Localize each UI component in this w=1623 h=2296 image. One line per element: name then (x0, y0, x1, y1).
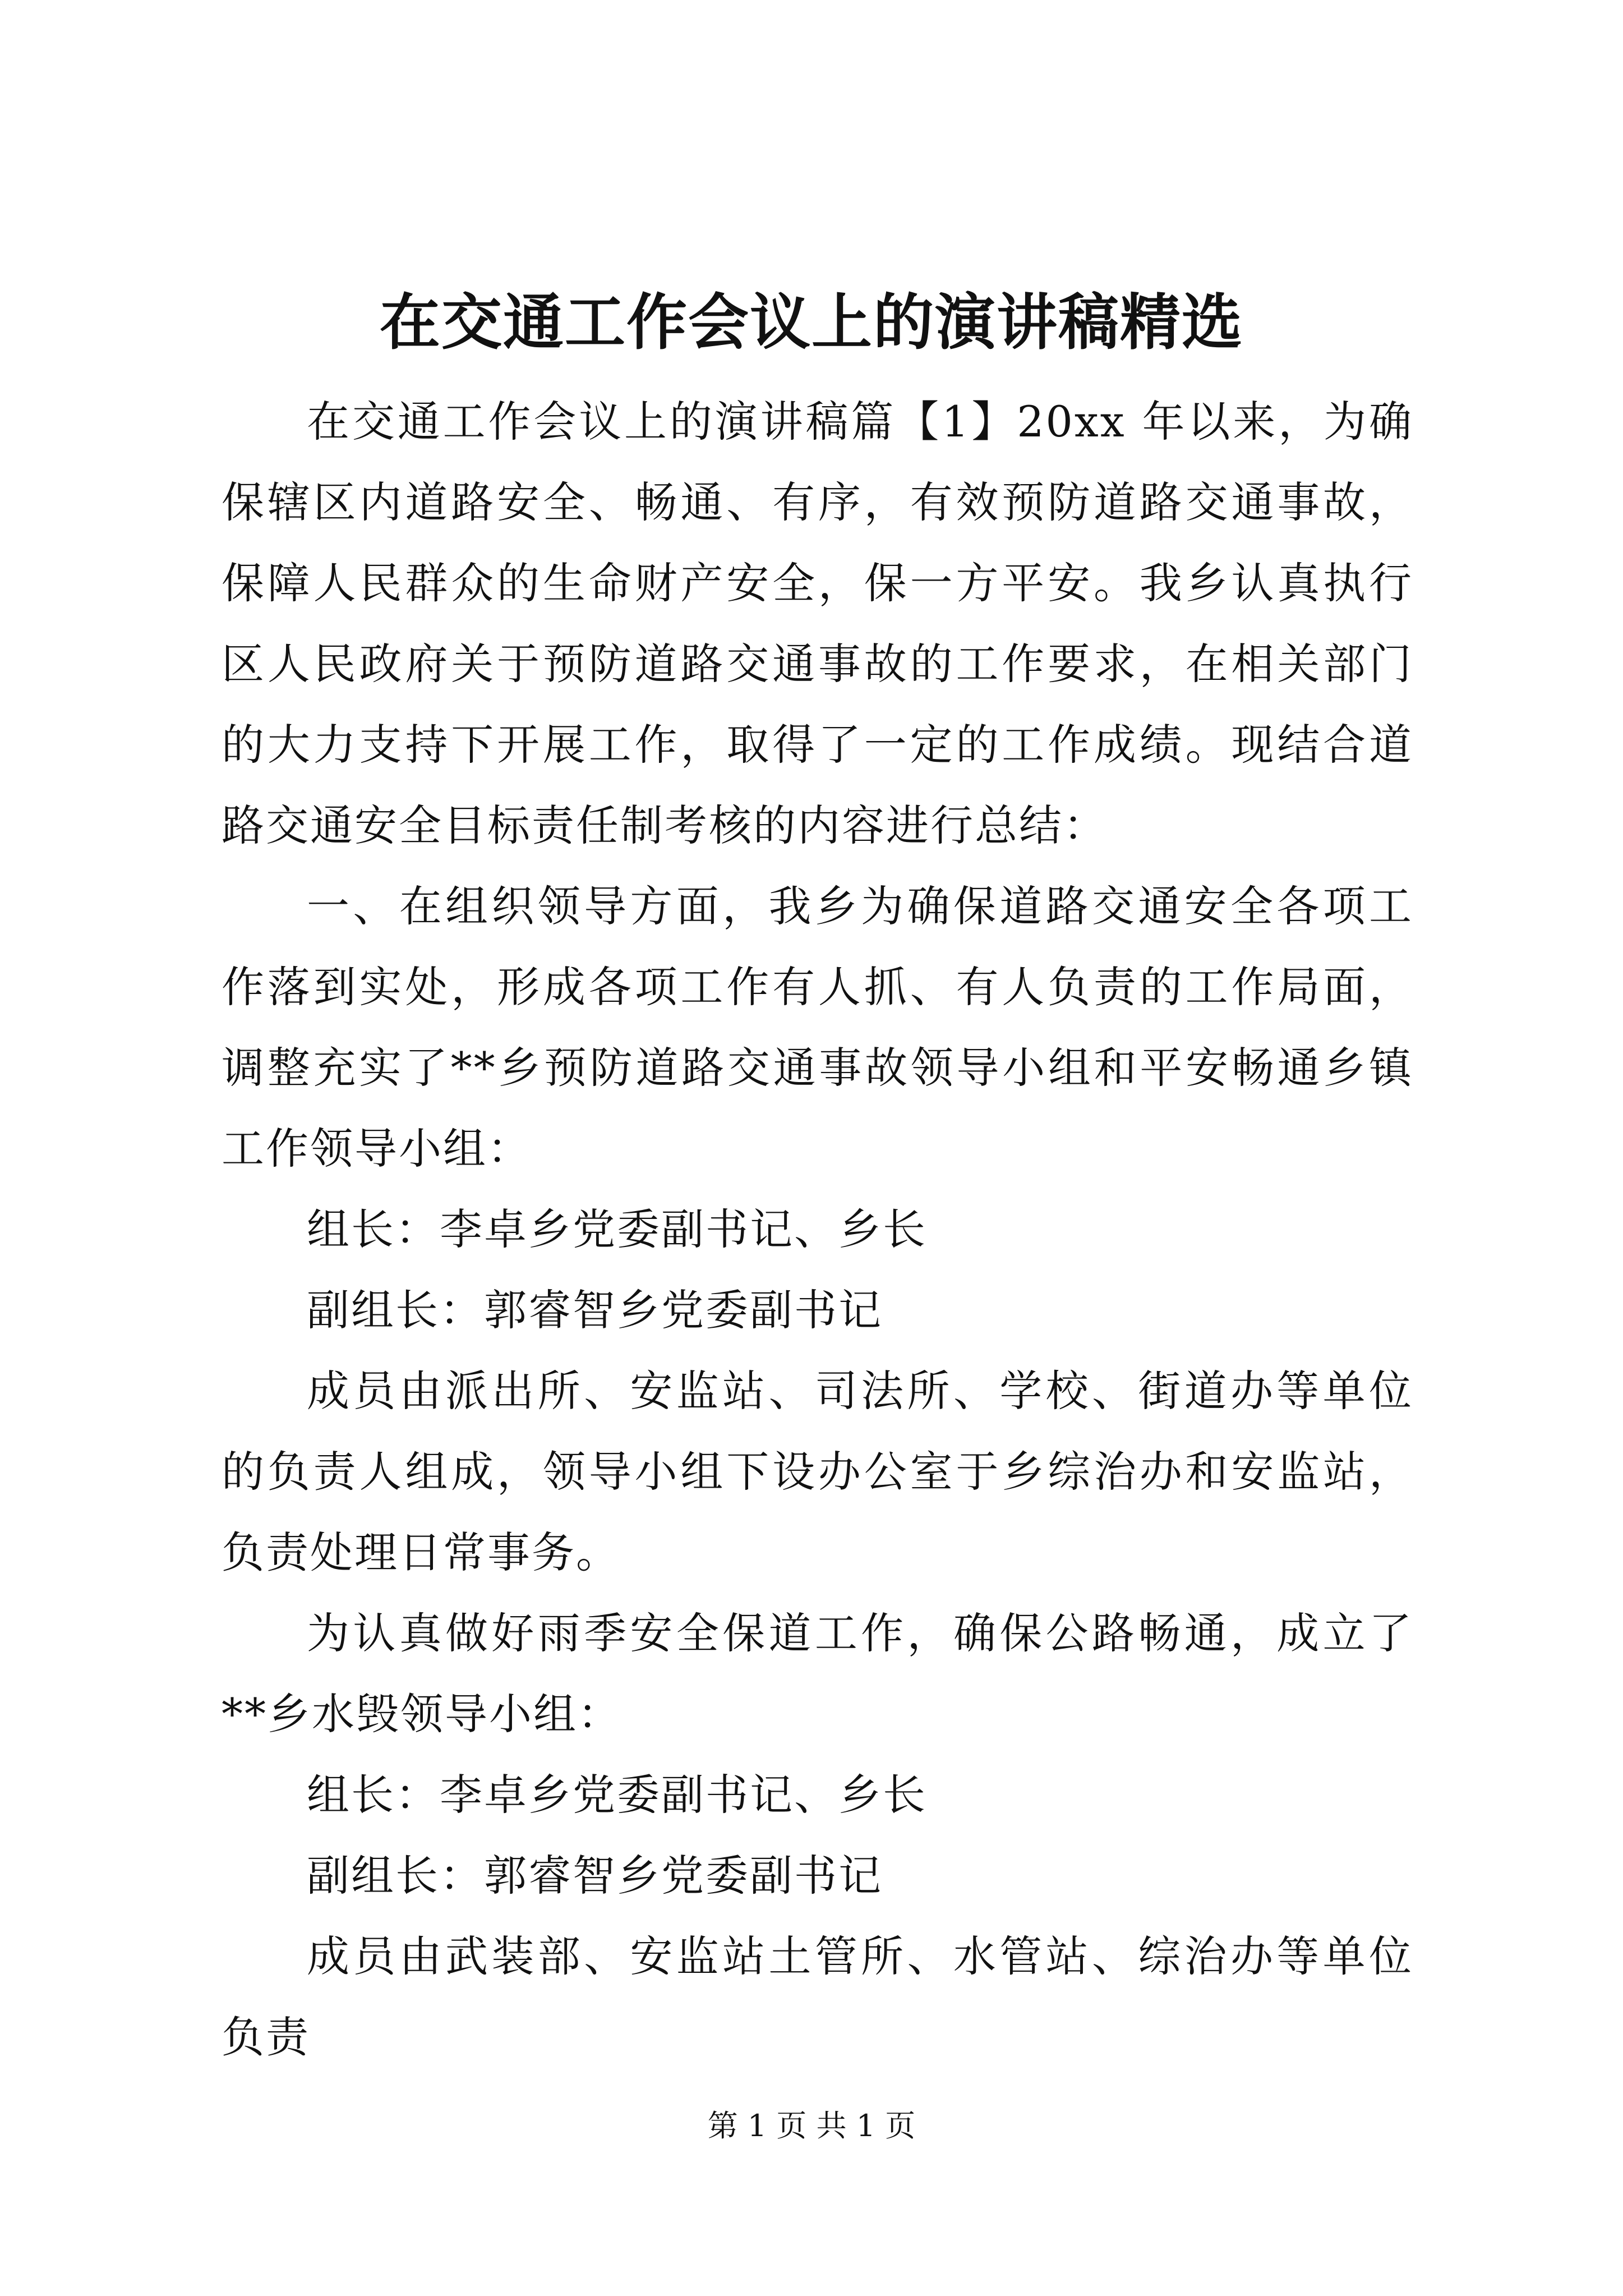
paragraph-rainy-season: 为认真做好雨季安全保道工作，确保公路畅通，成立了**乡水毁领导小组： (222, 1608, 1413, 1739)
paragraph-deputy-leader: 副组长：郭睿智乡党委副书记 (307, 1285, 883, 1335)
paragraph-members-2: 成员由武装部、安监站土管所、水管站、综治办等单位负责 (222, 1931, 1413, 2062)
paragraph-leader-2: 组长：李卓乡党委副书记、乡长 (307, 1770, 927, 1820)
paragraph-deputy-leader-2: 副组长：郭睿智乡党委副书记 (307, 1851, 883, 1901)
document-title: 在交通工作会议上的演讲稿精选 (379, 287, 1243, 358)
page-footer: 第 1 页 共 1 页 (707, 2108, 916, 2143)
document-body (222, 381, 1413, 2078)
paragraph-intro: 在交通工作会议上的演讲稿篇【1】20xx 年以来，为确保辖区内道路安全、畅通、有序，有效预防道路交通事故，保障人民群众的生命财产安全，保一方平安。我乡认真执行区人民政府关于预防道路交通事故的工作要求，在相关部门的大力支持下开展工作，取得了一定的工作成绩。现结合道路交通安全目标责任制考核的内容进行总结： (222, 397, 1413, 850)
paragraph-members: 成员由派出所、安监站、司法所、学校、街道办等单位的负责人组成，领导小组下设办公室于乡综治办和安监站，负责处理日常事务。 (222, 1366, 1413, 1577)
paragraph-leader: 组长：李卓乡党委副书记、乡长 (307, 1204, 927, 1254)
paragraph-organization: 一、在组织领导方面，我乡为确保道路交通安全各项工作落到实处，形成各项工作有人抓、有人负责的工作局面，调整充实了**乡预防道路交通事故领导小组和平安畅通乡镇工作领导小组： (222, 881, 1413, 1174)
